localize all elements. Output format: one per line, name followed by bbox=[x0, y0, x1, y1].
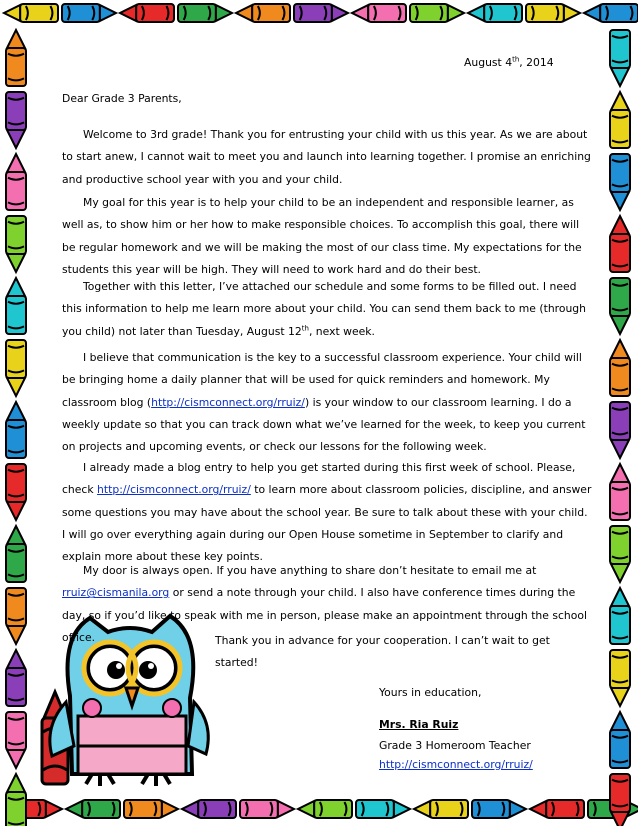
crayon-icon bbox=[6, 402, 26, 458]
crayon-icon bbox=[584, 4, 638, 22]
thanks-note: Thank you in advance for your cooperation. I can’t wait to get started! bbox=[215, 634, 550, 670]
crayon-icon bbox=[6, 154, 26, 210]
crayon-icon bbox=[410, 4, 464, 22]
crayon-icon bbox=[610, 154, 630, 210]
crayon-icon bbox=[6, 774, 26, 826]
signature-name: Mrs. Ria Ruiz bbox=[379, 718, 459, 731]
crayon-icon bbox=[6, 464, 26, 520]
crayon-icon bbox=[182, 800, 236, 818]
crayon-icon bbox=[610, 588, 630, 644]
crayon-icon bbox=[6, 526, 26, 582]
crayon-icon bbox=[610, 464, 630, 520]
crayon-icon bbox=[6, 650, 26, 706]
crayon-icon bbox=[352, 4, 406, 22]
crayon-icon bbox=[610, 774, 630, 826]
crayon-icon bbox=[6, 30, 26, 86]
crayon-icon bbox=[414, 800, 468, 818]
paragraph-welcome: Welcome to 3rd grade! Thank you for entrusting your child with us this year. As we are about to start anew, I cannot wait to meet you and launch into learning together. I promise an enriching and productive school year with you and your child. bbox=[62, 128, 591, 186]
crayon-icon bbox=[526, 4, 580, 22]
crayon-icon bbox=[472, 800, 526, 818]
crayon-icon bbox=[610, 526, 630, 582]
signature-link-line bbox=[379, 754, 533, 776]
blog-link[interactable]: http://cismconnect.org/rruiz/ bbox=[151, 395, 305, 409]
signature-blog-link[interactable]: http://cismconnect.org/rruiz/ bbox=[379, 758, 533, 771]
crayon-icon bbox=[6, 712, 26, 768]
crayon-icon bbox=[66, 800, 120, 818]
crayon-icon bbox=[610, 278, 630, 334]
crayon-icon bbox=[610, 30, 630, 86]
crayon-icon bbox=[610, 216, 630, 272]
crayon-icon bbox=[240, 800, 294, 818]
paragraph-open-door: My door is always open. If you have anything to share don’t hesitate to email me at rruiz@cismanila.org or send a note through your child. I also have conference times during the day, so if you’d like to speak with me in person, please make an appointment through the school office. bbox=[62, 564, 587, 644]
crayon-icon bbox=[610, 650, 630, 706]
crayon-icon bbox=[4, 4, 58, 22]
crayon-icon bbox=[610, 712, 630, 768]
crayon-icon bbox=[6, 278, 26, 334]
signature-title: Grade 3 Homeroom Teacher bbox=[379, 739, 531, 752]
letter-date: August 4th, 2014 bbox=[464, 55, 554, 69]
crayon-icon bbox=[294, 4, 348, 22]
closing: Yours in education, bbox=[379, 686, 482, 699]
greeting: Dear Grade 3 Parents, bbox=[62, 92, 182, 105]
crayon-icon bbox=[62, 4, 116, 22]
blog-entry-link[interactable]: http://cismconnect.org/rruiz/ bbox=[97, 483, 251, 497]
crayon-icon bbox=[530, 800, 584, 818]
crayon-icon bbox=[6, 340, 26, 396]
crayon-icon bbox=[120, 4, 174, 22]
crayon-icon bbox=[6, 216, 26, 272]
paragraph-blog-entry: I already made a blog entry to help you get started during this first week of school. Please, check http://cismconnect.org/rruiz/ to learn more about classroom policies, discipline, and answer some questions you may have about the school year. Be sure to talk about these with your child. I will go over everything again during our Open House sometime in September to clarify and explain more about these key points. bbox=[62, 461, 592, 564]
crayon-icon bbox=[610, 340, 630, 396]
paragraph-communication: I believe that communication is the key to a successful classroom experience. Your child will be bringing home a daily planner that will be used for quick reminders and homework. My classroom blog (http://cismconnect.org/rruiz/) is your window to our classroom learning. I do a weekly update so that you can track down what we’ve learned for the week, to keep you current on projects and upcoming events, or check our lessons for the following week. bbox=[62, 351, 586, 454]
crayon-icon bbox=[124, 800, 178, 818]
email-link[interactable]: rruiz@cismanila.org bbox=[62, 586, 170, 600]
crayon-icon bbox=[298, 800, 352, 818]
crayon-icon bbox=[6, 588, 26, 644]
crayon-icon bbox=[610, 92, 630, 148]
crayon-icon bbox=[178, 4, 232, 22]
crayon-icon bbox=[610, 402, 630, 458]
crayon-icon bbox=[468, 4, 522, 22]
crayon-icon bbox=[356, 800, 410, 818]
crayon-icon bbox=[236, 4, 290, 22]
paragraph-goals: My goal for this year is to help your child to be an independent and responsible learner, as well as, to show him or her how to make responsible choices. To accomplish this goal, there will be regular homework and we will be making the most of our class time. My expectations for the students this year will be high. They will need to work hard and do their best. bbox=[62, 196, 582, 276]
crayon-icon bbox=[6, 92, 26, 148]
paragraph-forms: Together with this letter, I’ve attached our schedule and some forms to be filled out. I need this information to help me learn more about your child. You can send them back to me (through you child) not later than Tuesday, August 12th, next week. bbox=[62, 280, 587, 338]
